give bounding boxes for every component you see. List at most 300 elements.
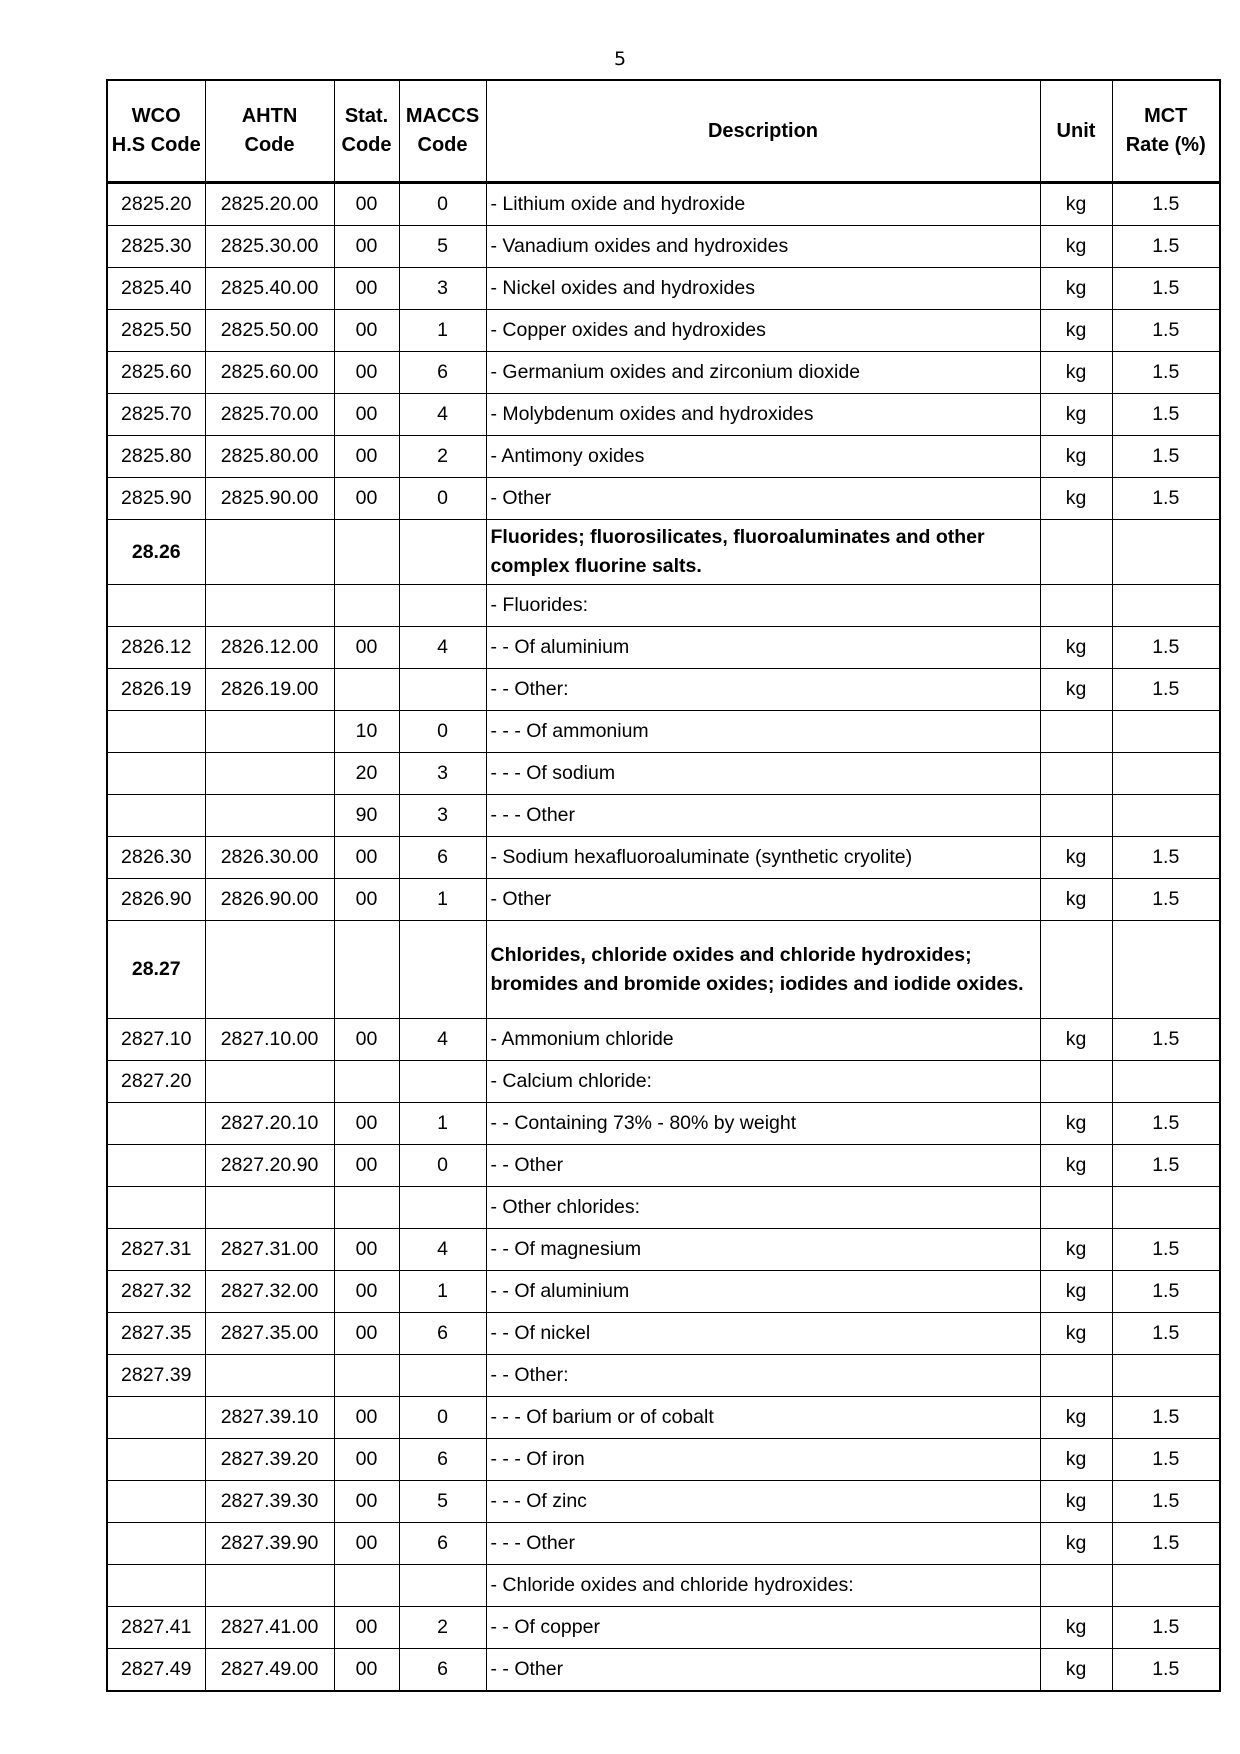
cell-maccs-code: 4 [399,394,486,436]
cell-unit: kg [1040,1481,1112,1523]
description-line: - - - Other [490,1532,576,1554]
cell-description [486,520,1040,585]
cell-mct-rate: 1.5 [1112,478,1220,520]
table-row [107,478,1220,520]
cell-description [486,1649,1040,1692]
cell-description [486,711,1040,753]
cell-unit: kg [1040,1439,1112,1481]
cell-description [486,436,1040,478]
cell-stat-code: 00 [334,1103,399,1145]
table-row [107,1523,1220,1565]
cell-unit: kg [1040,627,1112,669]
cell-ahtn-code: 2827.39.30 [205,1481,334,1523]
cell-mct-rate: 1.5 [1112,1271,1220,1313]
header-row [107,80,1220,183]
cell-ahtn-code [205,1565,334,1607]
cell-ahtn-code [205,585,334,627]
table-row [107,1229,1220,1271]
description-line: bromides and bromide oxides; iodides and iodide oxides. [490,972,1024,995]
cell-description [486,352,1040,394]
description-line: - - - Of sodium [490,762,616,784]
heading-row [107,520,1220,585]
cell-wco-hs-code [107,1565,205,1607]
table-row [107,1649,1220,1692]
cell-ahtn-code [205,921,334,1019]
cell-unit: kg [1040,1271,1112,1313]
cell-mct-rate: 1.5 [1112,1481,1220,1523]
cell-maccs-code: 2 [399,436,486,478]
tariff-table [106,79,1221,1692]
cell-description [486,478,1040,520]
cell-mct-rate: 1.5 [1112,1607,1220,1649]
cell-maccs-code: 3 [399,268,486,310]
cell-description [486,183,1040,226]
cell-mct-rate [1112,1565,1220,1607]
cell-ahtn-code [205,1355,334,1397]
table-row [107,1145,1220,1187]
table-row [107,226,1220,268]
cell-description [486,669,1040,711]
cell-mct-rate [1112,921,1220,1019]
cell-unit: kg [1040,1145,1112,1187]
cell-unit: kg [1040,1103,1112,1145]
cell-mct-rate: 1.5 [1112,1019,1220,1061]
description-line: - - Containing 73% - 80% by weight [490,1112,797,1134]
cell-wco-hs-code: 2827.49 [107,1649,205,1692]
cell-stat-code [334,1187,399,1229]
description-line: Chlorides, chloride oxides and chloride hydroxides; [490,943,972,966]
table-row [107,352,1220,394]
cell-description [486,1481,1040,1523]
cell-description [486,753,1040,795]
header-wco-hs-code [107,80,205,183]
cell-ahtn-code: 2827.32.00 [205,1271,334,1313]
description-line: - - Of nickel [490,1322,591,1344]
cell-unit: kg [1040,837,1112,879]
cell-wco-hs-code [107,1103,205,1145]
cell-maccs-code: 1 [399,879,486,921]
cell-ahtn-code: 2827.39.90 [205,1523,334,1565]
description-line: - - Of copper [490,1616,600,1638]
description-line: - - Other: [490,678,569,700]
cell-ahtn-code: 2827.39.10 [205,1397,334,1439]
cell-mct-rate: 1.5 [1112,1523,1220,1565]
cell-description [486,1145,1040,1187]
cell-mct-rate: 1.5 [1112,837,1220,879]
description-line: - - - Of barium or of cobalt [490,1406,714,1428]
cell-unit [1040,795,1112,837]
cell-maccs-code: 6 [399,1313,486,1355]
cell-ahtn-code: 2825.90.00 [205,478,334,520]
cell-mct-rate: 1.5 [1112,436,1220,478]
cell-ahtn-code [205,711,334,753]
cell-unit: kg [1040,352,1112,394]
header-wco-line-2: H.S Code [111,134,201,156]
cell-stat-code: 00 [334,1481,399,1523]
cell-ahtn-code: 2827.35.00 [205,1313,334,1355]
cell-description [486,1019,1040,1061]
cell-maccs-code: 2 [399,1607,486,1649]
cell-stat-code: 00 [334,1439,399,1481]
description-line: Fluorides; fluorosilicates, fluoroaluminates and other [490,526,985,548]
table-row [107,753,1220,795]
table-body [107,183,1220,1692]
cell-unit: kg [1040,1313,1112,1355]
description-line: - Molybdenum oxides and hydroxides [490,403,814,425]
cell-stat-code: 00 [334,1229,399,1271]
cell-wco-hs-code: 28.27 [107,921,205,1019]
header-mct-line-2: Rate (%) [1125,134,1206,156]
cell-description [486,1607,1040,1649]
cell-mct-rate: 1.5 [1112,352,1220,394]
cell-stat-code [334,921,399,1019]
cell-wco-hs-code [107,753,205,795]
description-line: - Other [490,487,552,509]
table-row [107,879,1220,921]
table-row [107,1397,1220,1439]
cell-unit [1040,1355,1112,1397]
cell-stat-code: 00 [334,394,399,436]
cell-stat-code: 00 [334,1019,399,1061]
cell-maccs-code [399,1061,486,1103]
header-maccs-code [399,80,486,183]
description-line: - - Other: [490,1364,569,1386]
header-mct-line-1: MCT [1144,105,1188,127]
cell-description [486,627,1040,669]
description-line: - - Of aluminium [490,1280,630,1302]
description-line: - Other chlorides: [490,1196,641,1218]
cell-unit: kg [1040,1019,1112,1061]
cell-ahtn-code: 2826.30.00 [205,837,334,879]
cell-unit [1040,1565,1112,1607]
description-line: - Chloride oxides and chloride hydroxides: [490,1574,854,1596]
cell-ahtn-code [205,795,334,837]
cell-unit: kg [1040,226,1112,268]
cell-wco-hs-code: 2826.90 [107,879,205,921]
cell-description [486,226,1040,268]
description-line: - Sodium hexafluoroaluminate (synthetic cryolite) [490,846,913,868]
table-row [107,268,1220,310]
cell-stat-code: 00 [334,310,399,352]
cell-ahtn-code: 2825.40.00 [205,268,334,310]
cell-description [486,921,1040,1019]
cell-mct-rate: 1.5 [1112,268,1220,310]
cell-ahtn-code: 2825.20.00 [205,183,334,226]
cell-mct-rate: 1.5 [1112,669,1220,711]
table-row [107,795,1220,837]
cell-unit: kg [1040,268,1112,310]
table-row [107,1271,1220,1313]
table-row [107,1607,1220,1649]
cell-maccs-code [399,1565,486,1607]
cell-maccs-code: 1 [399,310,486,352]
cell-stat-code: 00 [334,1607,399,1649]
cell-ahtn-code [205,1061,334,1103]
cell-unit: kg [1040,1523,1112,1565]
header-mct-rate [1112,80,1220,183]
cell-ahtn-code: 2825.30.00 [205,226,334,268]
cell-mct-rate: 1.5 [1112,879,1220,921]
cell-mct-rate: 1.5 [1112,1103,1220,1145]
cell-maccs-code: 1 [399,1271,486,1313]
cell-ahtn-code: 2827.41.00 [205,1607,334,1649]
cell-maccs-code: 6 [399,1523,486,1565]
cell-mct-rate: 1.5 [1112,1397,1220,1439]
cell-mct-rate: 1.5 [1112,1145,1220,1187]
cell-unit: kg [1040,1229,1112,1271]
table-row [107,837,1220,879]
header-stat-line-2: Code [341,134,392,156]
cell-wco-hs-code: 28.26 [107,520,205,585]
cell-mct-rate [1112,520,1220,585]
description-line: - - - Of iron [490,1448,585,1470]
description-line: - - - Of ammonium [490,720,649,742]
cell-mct-rate: 1.5 [1112,1649,1220,1692]
cell-description [486,1523,1040,1565]
description-line: - Vanadium oxides and hydroxides [490,235,789,257]
cell-wco-hs-code: 2825.30 [107,226,205,268]
cell-unit: kg [1040,879,1112,921]
cell-mct-rate [1112,753,1220,795]
cell-description [486,1355,1040,1397]
cell-stat-code: 00 [334,226,399,268]
description-line: - - Other [490,1658,564,1680]
header-description: Description [486,80,1040,183]
cell-unit [1040,585,1112,627]
cell-maccs-code: 0 [399,183,486,226]
cell-wco-hs-code: 2827.39 [107,1355,205,1397]
cell-unit [1040,1061,1112,1103]
table-row [107,1187,1220,1229]
cell-maccs-code: 4 [399,1019,486,1061]
description-line: - - Of aluminium [490,636,630,658]
cell-stat-code: 00 [334,268,399,310]
cell-wco-hs-code: 2827.32 [107,1271,205,1313]
cell-mct-rate: 1.5 [1112,310,1220,352]
cell-stat-code: 00 [334,1397,399,1439]
cell-mct-rate: 1.5 [1112,1439,1220,1481]
cell-ahtn-code: 2827.10.00 [205,1019,334,1061]
cell-description [486,310,1040,352]
cell-wco-hs-code: 2825.90 [107,478,205,520]
cell-wco-hs-code: 2826.12 [107,627,205,669]
cell-maccs-code: 0 [399,711,486,753]
header-stat-line-1: Stat. [344,105,389,127]
cell-ahtn-code [205,753,334,795]
cell-stat-code [334,1061,399,1103]
page-number: 5 [613,48,627,70]
cell-ahtn-code [205,520,334,585]
cell-stat-code: 00 [334,1649,399,1692]
cell-description [486,268,1040,310]
cell-stat-code: 00 [334,627,399,669]
cell-wco-hs-code [107,795,205,837]
cell-wco-hs-code: 2825.40 [107,268,205,310]
cell-wco-hs-code: 2825.70 [107,394,205,436]
description-line: - Calcium chloride: [490,1070,652,1092]
cell-maccs-code: 6 [399,837,486,879]
cell-wco-hs-code: 2827.20 [107,1061,205,1103]
cell-ahtn-code: 2827.49.00 [205,1649,334,1692]
cell-unit [1040,520,1112,585]
cell-wco-hs-code [107,1481,205,1523]
cell-ahtn-code: 2826.12.00 [205,627,334,669]
cell-stat-code [334,585,399,627]
cell-maccs-code: 1 [399,1103,486,1145]
table-row [107,310,1220,352]
cell-stat-code: 90 [334,795,399,837]
cell-unit: kg [1040,1397,1112,1439]
cell-maccs-code: 3 [399,753,486,795]
table-row [107,1019,1220,1061]
table-row [107,669,1220,711]
cell-mct-rate: 1.5 [1112,394,1220,436]
cell-unit: kg [1040,669,1112,711]
cell-wco-hs-code: 2825.50 [107,310,205,352]
table-row [107,1061,1220,1103]
cell-ahtn-code: 2827.31.00 [205,1229,334,1271]
cell-description [486,1229,1040,1271]
cell-unit: kg [1040,1649,1112,1692]
cell-unit [1040,921,1112,1019]
cell-stat-code: 00 [334,436,399,478]
cell-maccs-code: 4 [399,627,486,669]
cell-mct-rate [1112,1355,1220,1397]
cell-mct-rate: 1.5 [1112,627,1220,669]
cell-stat-code: 00 [334,1271,399,1313]
table-row [107,711,1220,753]
cell-description [486,1397,1040,1439]
cell-wco-hs-code: 2826.30 [107,837,205,879]
cell-unit [1040,1187,1112,1229]
cell-stat-code: 00 [334,183,399,226]
cell-maccs-code [399,520,486,585]
cell-wco-hs-code: 2827.41 [107,1607,205,1649]
cell-ahtn-code: 2827.20.90 [205,1145,334,1187]
header-ahtn-line-2: Code [244,134,295,156]
cell-stat-code: 10 [334,711,399,753]
cell-maccs-code: 5 [399,226,486,268]
cell-wco-hs-code [107,1439,205,1481]
cell-wco-hs-code [107,585,205,627]
cell-ahtn-code: 2827.39.20 [205,1439,334,1481]
cell-stat-code [334,520,399,585]
cell-description [486,1439,1040,1481]
cell-wco-hs-code: 2825.80 [107,436,205,478]
cell-wco-hs-code [107,1397,205,1439]
cell-maccs-code [399,1187,486,1229]
cell-description [486,585,1040,627]
table-row [107,1103,1220,1145]
header-ahtn-code [205,80,334,183]
description-line: - - Other [490,1154,564,1176]
header-maccs-line-1: MACCS [405,105,480,127]
table-row [107,1481,1220,1523]
cell-maccs-code: 6 [399,1649,486,1692]
description-line: - Lithium oxide and hydroxide [490,193,746,215]
description-line: - Nickel oxides and hydroxides [490,277,755,299]
table-row [107,1313,1220,1355]
cell-ahtn-code: 2825.60.00 [205,352,334,394]
table-row [107,1439,1220,1481]
cell-stat-code [334,1565,399,1607]
cell-ahtn-code: 2825.50.00 [205,310,334,352]
table-row [107,436,1220,478]
description-line: - Ammonium chloride [490,1028,674,1050]
cell-unit [1040,753,1112,795]
description-line: - Other [490,888,552,910]
cell-stat-code: 00 [334,352,399,394]
table-row [107,1565,1220,1607]
cell-wco-hs-code [107,1145,205,1187]
cell-stat-code: 00 [334,837,399,879]
cell-maccs-code: 0 [399,1145,486,1187]
cell-description [486,1103,1040,1145]
description-line: - Antimony oxides [490,445,645,467]
cell-wco-hs-code: 2825.60 [107,352,205,394]
description-line: - - Of magnesium [490,1238,642,1260]
cell-mct-rate [1112,711,1220,753]
cell-ahtn-code [205,1187,334,1229]
header-ahtn-line-1: AHTN [241,105,298,127]
cell-maccs-code: 3 [399,795,486,837]
cell-wco-hs-code: 2827.10 [107,1019,205,1061]
cell-wco-hs-code: 2826.19 [107,669,205,711]
cell-maccs-code [399,585,486,627]
cell-description [486,879,1040,921]
cell-maccs-code: 5 [399,1481,486,1523]
cell-unit: kg [1040,394,1112,436]
cell-stat-code [334,669,399,711]
cell-maccs-code: 0 [399,478,486,520]
cell-stat-code: 00 [334,1523,399,1565]
cell-ahtn-code: 2827.20.10 [205,1103,334,1145]
cell-description [486,1271,1040,1313]
cell-maccs-code: 6 [399,352,486,394]
header-unit: Unit [1040,80,1112,183]
cell-maccs-code: 4 [399,1229,486,1271]
cell-stat-code: 20 [334,753,399,795]
table-row [107,183,1220,226]
cell-wco-hs-code: 2827.31 [107,1229,205,1271]
description-line: - Copper oxides and hydroxides [490,319,766,341]
cell-maccs-code: 0 [399,1397,486,1439]
cell-maccs-code: 6 [399,1439,486,1481]
table-row [107,585,1220,627]
cell-description [486,795,1040,837]
cell-mct-rate: 1.5 [1112,226,1220,268]
description-line: - - - Of zinc [490,1490,587,1512]
cell-ahtn-code: 2826.90.00 [205,879,334,921]
cell-description [486,837,1040,879]
cell-description [486,394,1040,436]
cell-stat-code [334,1355,399,1397]
heading-row [107,921,1220,1019]
cell-mct-rate: 1.5 [1112,1229,1220,1271]
cell-wco-hs-code [107,1187,205,1229]
description-line: complex fluorine salts. [490,555,702,577]
cell-mct-rate: 1.5 [1112,183,1220,226]
cell-mct-rate [1112,795,1220,837]
table-header [107,80,1220,183]
table-row [107,627,1220,669]
cell-ahtn-code: 2826.19.00 [205,669,334,711]
cell-description [486,1187,1040,1229]
cell-description [486,1313,1040,1355]
cell-unit [1040,711,1112,753]
table-row [107,394,1220,436]
cell-maccs-code [399,669,486,711]
